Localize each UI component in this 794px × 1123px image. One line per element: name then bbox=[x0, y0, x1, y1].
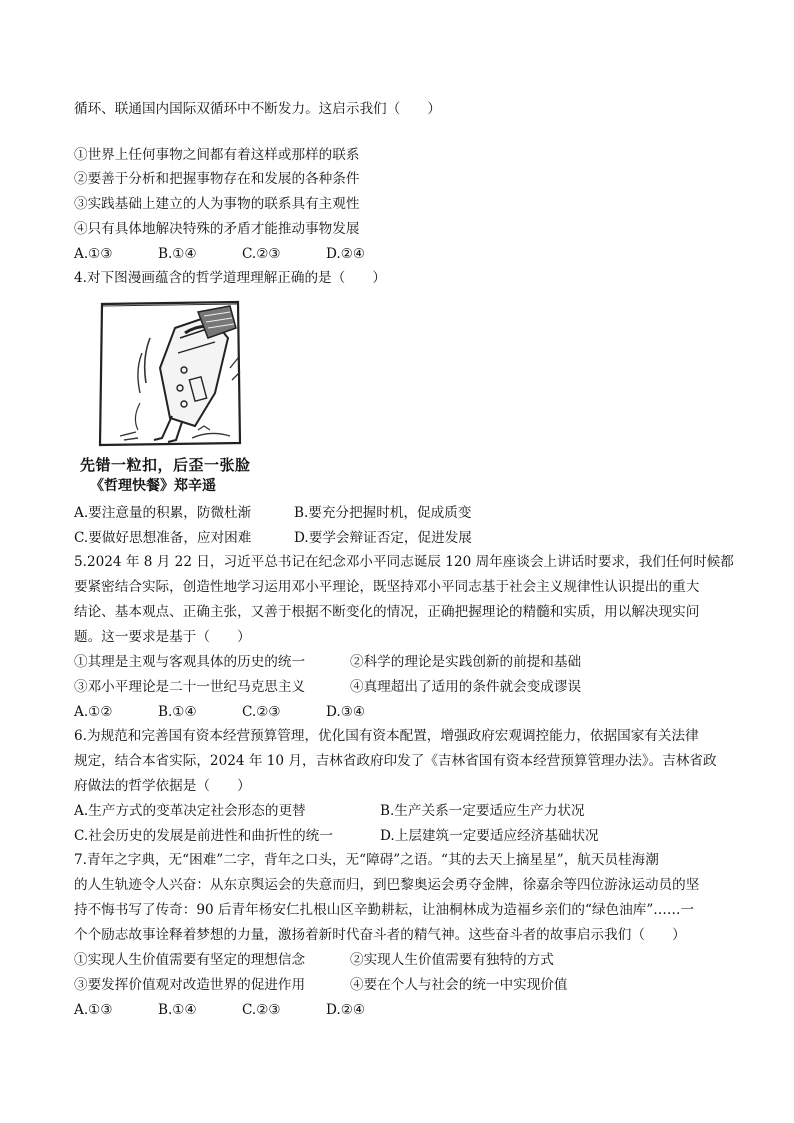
q5-option-d[interactable]: D.③④ bbox=[326, 704, 366, 720]
q5-line-2: 要紧密结合实际，创造性地学习运用邓小平理论，既坚持邓小平同志基于社会主义规律性认识提出的重大 bbox=[74, 579, 700, 595]
q5-line-1: 5.2024 年 8 月 22 日，习近平总书记在纪念邓小平同志诞辰 120 周年座谈会上讲话时要求，我们任何时候都 bbox=[74, 554, 734, 570]
q7-item-3: ③要发挥价值观对改造世界的促进作用 bbox=[74, 977, 306, 993]
q7-line-4: 个个励志故事诠释着梦想的力量，激扬着新时代奋斗者的精气神。这些奋斗者的故事启示我们（ ） bbox=[74, 927, 686, 943]
q6-line-3: 府做法的哲学依据是（ ） bbox=[74, 778, 251, 794]
q5-option-c[interactable]: C.②③ bbox=[242, 704, 281, 720]
q3-item-1: ①世界上任何事物之间都有着这样或那样的联系 bbox=[74, 147, 360, 163]
q7-option-d[interactable]: D.②④ bbox=[326, 1002, 366, 1018]
q5-item-3: ③邓小平理论是二十一世纪马克思主义 bbox=[74, 679, 306, 695]
q5-line-4: 题。这一要求是基于（ ） bbox=[74, 629, 251, 645]
q3-item-2: ②要善于分析和把握事物存在和发展的各种条件 bbox=[74, 171, 360, 187]
q4-stem: 4.对下图漫画蕴含的哲学道理理解正确的是（ ） bbox=[74, 270, 387, 286]
q6-option-d[interactable]: D.上层建筑一定要适应经济基础状况 bbox=[380, 828, 599, 844]
q6-line-1: 6.为规范和完善国有资本经营预算管理，优化国有资本配置，增强政府宏观调控能力，依据国家有关法律 bbox=[74, 728, 699, 744]
q5-line-3: 结论、基本观点、正确主张，又善于根据不断变化的情况，正确把握理论的精髓和实质，用以解决现实问 bbox=[74, 604, 700, 620]
q7-options bbox=[74, 1001, 365, 1019]
q4-option-a[interactable]: A.要注意量的积累，防微杜渐 bbox=[74, 505, 252, 521]
q3-option-a[interactable]: A.①③ bbox=[74, 246, 113, 262]
q7-item-1: ①实现人生价值需要有坚定的理想信念 bbox=[74, 952, 306, 968]
q6-line-2: 规定，结合本省实际，2024 年 10 月，吉林省政府印发了《吉林省国有资本经营预算管理办法》。吉林省政 bbox=[74, 753, 717, 769]
q3-stem-tail: 循环、联通国内国际双循环中不断发力。这启示我们（ ） bbox=[74, 101, 442, 117]
q3-option-d[interactable]: D.②④ bbox=[326, 246, 366, 262]
q5-option-b[interactable]: B.①④ bbox=[158, 704, 197, 720]
q7-option-c[interactable]: C.②③ bbox=[242, 1002, 281, 1018]
q7-line-1: 7.青年之字典，无“困难”二字，背年之口头，无“障碍”之语。“其的去天上摘星星”，航天员桂海潮 bbox=[74, 852, 659, 868]
q7-option-b[interactable]: B.①④ bbox=[158, 1002, 197, 1018]
q4-option-c[interactable]: C.要做好思想准备，应对困难 bbox=[74, 530, 252, 546]
q5-option-a[interactable]: A.①② bbox=[74, 704, 113, 720]
q4-option-b[interactable]: B.要充分把握时机，促成质变 bbox=[294, 505, 472, 521]
q7-option-a[interactable]: A.①③ bbox=[74, 1002, 113, 1018]
cartoon-image bbox=[80, 298, 276, 498]
q3-item-4: ④只有具体地解决特殊的矛盾才能推动事物发展 bbox=[74, 221, 360, 237]
q6-option-a[interactable]: A.生产方式的变革决定社会形态的更替 bbox=[74, 803, 306, 819]
cartoon-caption-2: 《哲理快餐》郑辛遥 bbox=[90, 478, 216, 494]
q7-line-2: 的人生轨迹令人兴奋：从东京舆运会的失意而归，到巴黎奥运会勇夺金牌，徐嘉余等四位游泳运动员的坚 bbox=[74, 877, 700, 893]
q3-item-3: ③实践基础上建立的人为事物的联系具有主观性 bbox=[74, 196, 360, 212]
q5-item-4: ④真理超出了适用的条件就会变成谬误 bbox=[350, 679, 582, 695]
q7-item-2: ②实现人生价值需要有独特的方式 bbox=[350, 952, 554, 968]
cartoon-caption-1: 先错一粒扣，后歪一张脸 bbox=[80, 456, 251, 474]
q5-options bbox=[74, 703, 365, 721]
q6-option-c[interactable]: C.社会历史的发展是前进性和曲折性的统一 bbox=[74, 828, 333, 844]
q6-option-b[interactable]: B.生产关系一定要适应生产力状况 bbox=[380, 803, 585, 819]
q3-option-c[interactable]: C.②③ bbox=[242, 246, 281, 262]
q5-item-2: ②科学的理论是实践创新的前提和基础 bbox=[350, 654, 582, 670]
q3-options bbox=[74, 245, 365, 263]
q5-item-1: ①其理是主观与客观具体的历史的统一 bbox=[74, 654, 306, 670]
q7-line-3: 持不悔书写了传奇：90 后青年杨安仁扎根山区辛勤耕耘，让油桐林成为造福乡亲们的“绿色油库”……一 bbox=[74, 902, 695, 918]
q3-option-b[interactable]: B.①④ bbox=[158, 246, 197, 262]
q7-item-4: ④要在个人与社会的统一中实现价值 bbox=[350, 977, 568, 993]
q4-option-d[interactable]: D.要学会辩证否定，促进发展 bbox=[294, 530, 472, 546]
